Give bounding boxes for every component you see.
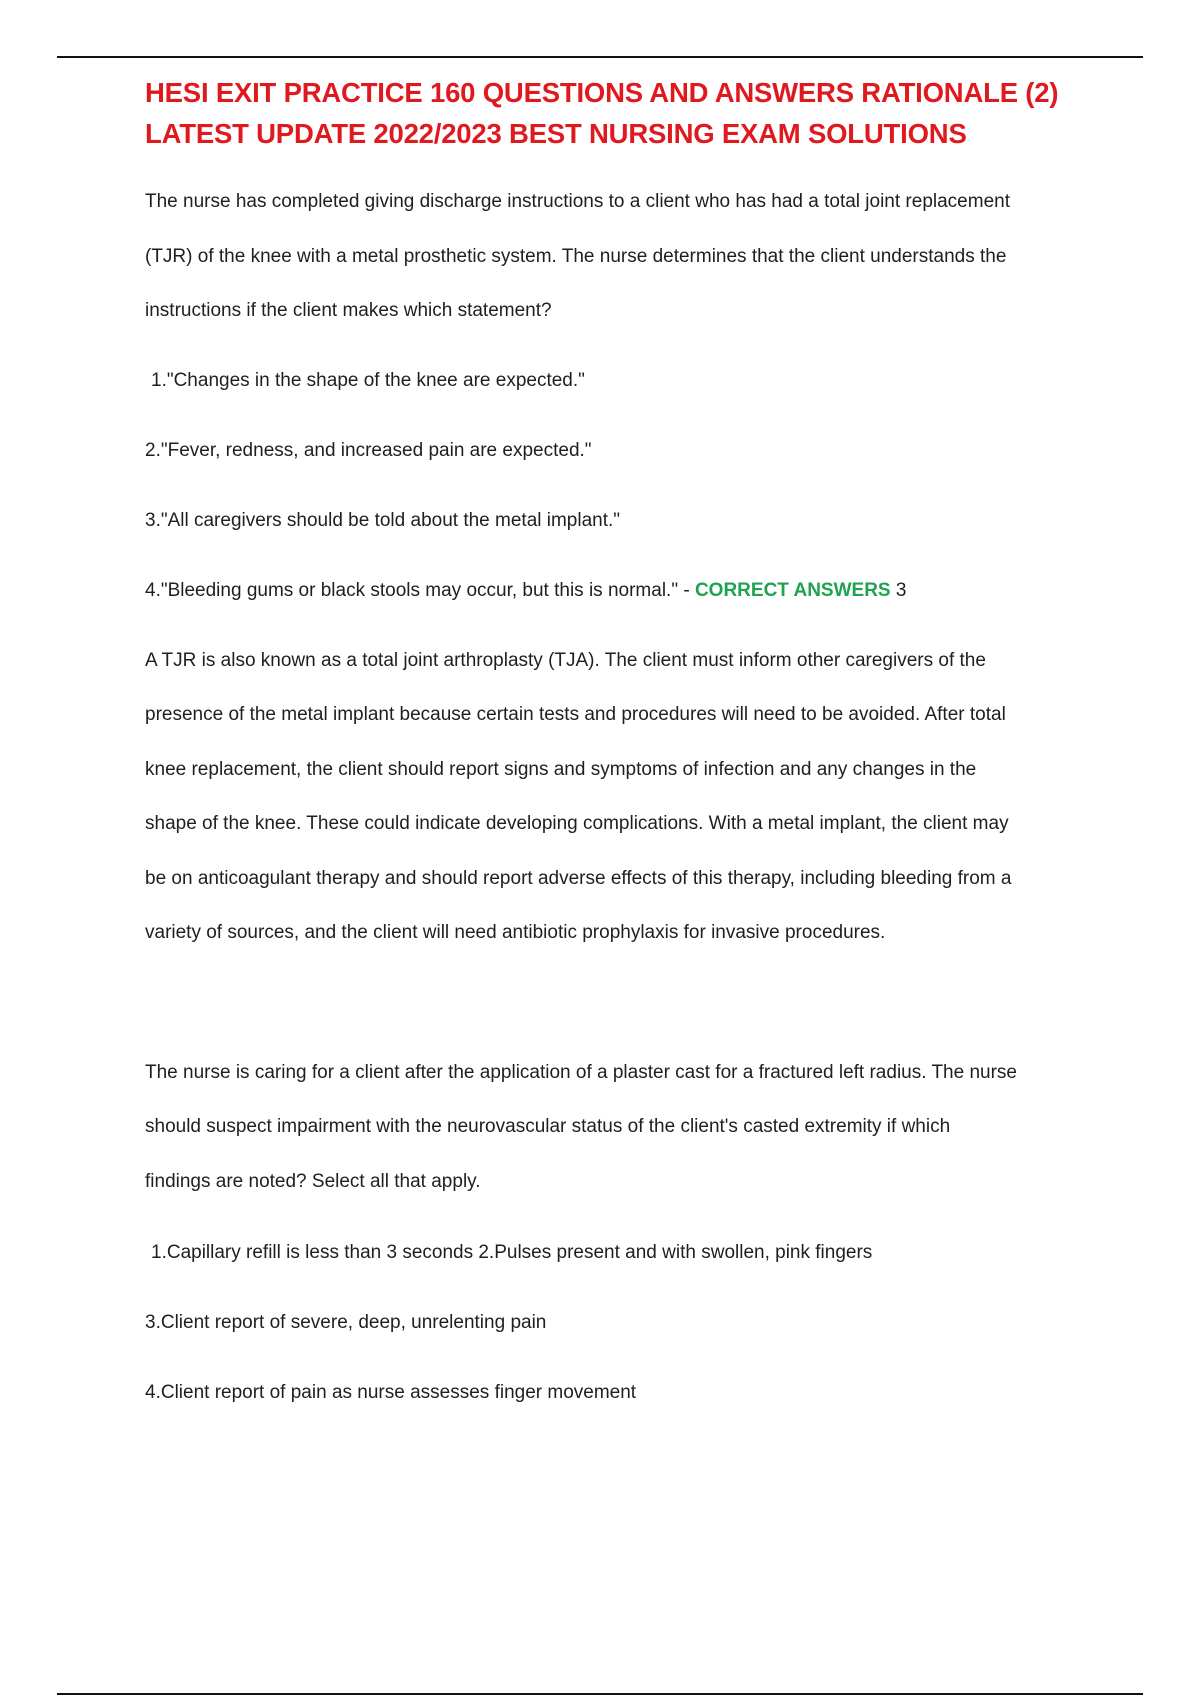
rationale-line: knee replacement, the client should report signs and symptoms of infection and any changes in the [145, 758, 977, 780]
top-rule [57, 56, 1143, 58]
answer-option: 1."Changes in the shape of the knee are expected." [151, 369, 585, 391]
answer-option: 4.Client report of pain as nurse assesses finger movement [145, 1382, 637, 1403]
question-2-stem [145, 1046, 1085, 1210]
stem-line: instructions if the client makes which statement? [145, 300, 552, 321]
answer-option-text: 4."Bleeding gums or black stools may occur, but this is normal." - [145, 579, 690, 601]
stem-line: The nurse has completed giving discharge instructions to a client who has had a total joint replacement [145, 191, 1010, 212]
answer-option: 3."All caregivers should be told about the metal implant." [145, 509, 621, 531]
question-1-options [145, 346, 1085, 626]
rationale-line: be on anticoagulant therapy and should report adverse effects of this therapy, including bleeding from a [145, 867, 1012, 889]
document-body [145, 72, 1085, 1428]
rationale-line: shape of the knee. These could indicate developing complications. With a metal implant, the client may [145, 813, 1009, 834]
question-1-rationale [145, 634, 1085, 961]
rationale-line: variety of sources, and the client will need antibiotic prophylaxis for invasive procedures. [145, 922, 886, 943]
title-line: LATEST UPDATE 2022/2023 BEST NURSING EXAM SOLUTIONS [145, 118, 967, 149]
rationale-line: presence of the metal implant because certain tests and procedures will need to be avoided. After total [145, 704, 1006, 725]
correct-answers-label: CORRECT ANSWERS [694, 579, 891, 601]
answer-option: 2."Fever, redness, and increased pain are expected." [145, 439, 592, 461]
answer-option: 3.Client report of severe, deep, unrelenting pain [145, 1312, 547, 1333]
document-title [145, 72, 1085, 154]
question-2-options [145, 1218, 1085, 1428]
title-line: HESI EXIT PRACTICE 160 QUESTIONS AND ANSWERS RATIONALE (2) [145, 77, 1059, 108]
stem-line: findings are noted? Select all that apply. [145, 1170, 481, 1192]
correct-answer-value: 3 [895, 579, 907, 601]
stem-line: should suspect impairment with the neurovascular status of the client's casted extremity if which [145, 1116, 951, 1137]
answer-option: 1.Capillary refill is less than 3 seconds 2.Pulses present and with swollen, pink fingers [151, 1242, 873, 1263]
rationale-line: A TJR is also known as a total joint arthroplasty (TJA). The client must inform other caregivers of the [145, 649, 986, 671]
stem-line: (TJR) of the knee with a metal prosthetic system. The nurse determines that the client understands the [145, 245, 1007, 267]
bottom-rule [57, 1693, 1143, 1695]
question-1-stem [145, 175, 1085, 339]
answer-option-with-key [145, 556, 1085, 626]
stem-line: The nurse is caring for a client after the application of a plaster cast for a fractured left radius. The nurse [145, 1061, 1017, 1083]
